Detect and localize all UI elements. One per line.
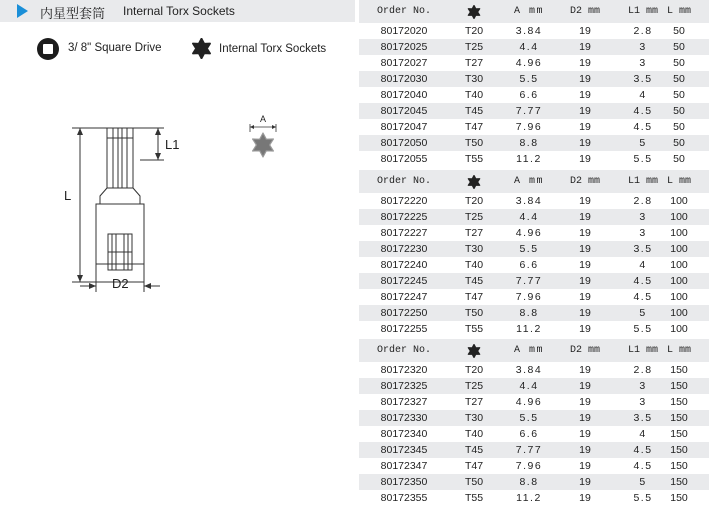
table-row: [359, 151, 709, 167]
table-row: [359, 87, 709, 103]
cell-l1-mm: 4.5: [633, 121, 653, 133]
table-row: [359, 378, 709, 394]
cell-torx-size: T45: [464, 105, 484, 117]
cell-d2-mm: 19: [579, 428, 591, 440]
cell-order-no: 80172355: [380, 492, 428, 504]
cell-l-mm: 50: [673, 25, 685, 37]
table-row: [359, 321, 709, 337]
table-row: [359, 426, 709, 442]
cell-a-mm: 4.96: [515, 227, 543, 239]
table-row: [359, 225, 709, 241]
cell-torx-size: T47: [464, 291, 484, 303]
cell-l1-mm: 4.5: [633, 444, 653, 456]
torx-star-icon: [191, 38, 212, 59]
cell-torx-size: T55: [464, 153, 484, 165]
cell-l-mm: 150: [670, 428, 688, 440]
cell-torx-size: T27: [464, 396, 484, 408]
table-row: [359, 193, 709, 209]
cell-d2-mm: 19: [579, 259, 591, 271]
table-header: [359, 339, 709, 362]
header-order-no: Order No.: [376, 345, 431, 356]
cell-l-mm: 150: [670, 412, 688, 424]
cell-l1-mm: 4.5: [633, 460, 653, 472]
title-bar: [0, 0, 355, 22]
cell-l1-mm: 4.5: [633, 105, 653, 117]
cell-l1-mm: 4: [639, 428, 647, 440]
cell-d2-mm: 19: [579, 275, 591, 287]
cell-d2-mm: 19: [579, 57, 591, 69]
table-row: [359, 458, 709, 474]
cell-l-mm: 150: [670, 460, 688, 472]
cell-order-no: 80172230: [380, 243, 428, 255]
cell-a-mm: 7.77: [515, 275, 543, 287]
header-a-mm: A mm: [513, 176, 544, 187]
cell-order-no: 80172220: [380, 195, 428, 207]
cell-a-mm: 3.84: [515, 195, 543, 207]
cell-l-mm: 100: [670, 259, 688, 271]
cell-order-no: 80172340: [380, 428, 428, 440]
cell-l-mm: 50: [673, 89, 685, 101]
cell-torx-size: T25: [464, 41, 484, 53]
cell-l1-mm: 3: [639, 41, 647, 53]
cell-torx-size: T50: [464, 307, 484, 319]
torx-legend-label: Internal Torx Sockets: [219, 43, 327, 55]
cell-order-no: 80172027: [380, 57, 428, 69]
cell-order-no: 80172020: [380, 25, 428, 37]
cell-order-no: 80172040: [380, 89, 428, 101]
cell-a-mm: 4.4: [519, 211, 539, 223]
cell-torx-size: T55: [464, 323, 484, 335]
title-english: Internal Torx Sockets: [123, 4, 235, 18]
cell-order-no: 80172227: [380, 227, 428, 239]
dimension-label-A: A: [260, 114, 267, 124]
spec-table-150: [359, 339, 709, 506]
table-row: [359, 442, 709, 458]
cell-l-mm: 100: [670, 323, 688, 335]
cell-l1-mm: 5: [639, 476, 647, 488]
cell-l-mm: 100: [670, 291, 688, 303]
cell-order-no: 80172345: [380, 444, 428, 456]
cell-torx-size: T45: [464, 444, 484, 456]
table-row: [359, 103, 709, 119]
cell-torx-size: T20: [464, 25, 484, 37]
cell-order-no: 80172247: [380, 291, 428, 303]
cell-a-mm: 7.96: [515, 460, 543, 472]
cell-order-no: 80172245: [380, 275, 428, 287]
cell-order-no: 80172225: [380, 211, 428, 223]
table-row: [359, 362, 709, 378]
cell-d2-mm: 19: [579, 105, 591, 117]
cell-a-mm: 8.8: [519, 307, 539, 319]
cell-a-mm: 6.6: [519, 259, 539, 271]
cell-order-no: 80172055: [380, 153, 428, 165]
cell-d2-mm: 19: [579, 364, 591, 376]
table-row: [359, 241, 709, 257]
header-l-mm: L mm: [666, 6, 691, 17]
cell-d2-mm: 19: [579, 396, 591, 408]
header-l1-mm: L1 mm: [627, 176, 658, 187]
header-d2-mm: D2 mm: [569, 345, 600, 356]
cell-l-mm: 100: [670, 243, 688, 255]
table-row: [359, 39, 709, 55]
cell-d2-mm: 19: [579, 412, 591, 424]
play-arrow-icon: [17, 4, 28, 18]
cell-a-mm: 5.5: [519, 73, 539, 85]
cell-l1-mm: 3.5: [633, 243, 653, 255]
cell-l1-mm: 2.8: [633, 364, 653, 376]
table-row: [359, 273, 709, 289]
cell-d2-mm: 19: [579, 137, 591, 149]
cell-torx-size: T50: [464, 476, 484, 488]
cell-torx-size: T25: [464, 380, 484, 392]
square-drive-icon: [37, 38, 59, 60]
cell-l1-mm: 2.8: [633, 195, 653, 207]
cell-l1-mm: 3: [639, 211, 647, 223]
cell-l-mm: 100: [670, 307, 688, 319]
cell-l-mm: 150: [670, 380, 688, 392]
cell-l1-mm: 3.5: [633, 412, 653, 424]
cell-d2-mm: 19: [579, 243, 591, 255]
dimension-label-L: L: [64, 188, 72, 203]
cell-a-mm: 4.96: [515, 396, 543, 408]
table-row: [359, 257, 709, 273]
cell-order-no: 80172030: [380, 73, 428, 85]
cell-a-mm: 5.5: [519, 243, 539, 255]
cell-l-mm: 50: [673, 57, 685, 69]
cell-d2-mm: 19: [579, 73, 591, 85]
cell-a-mm: 6.6: [519, 89, 539, 101]
cell-l1-mm: 3.5: [633, 73, 653, 85]
cell-l1-mm: 3: [639, 396, 647, 408]
cell-a-mm: 4.4: [519, 41, 539, 53]
table-header: [359, 170, 709, 193]
cell-l-mm: 150: [670, 476, 688, 488]
cell-l1-mm: 4.5: [633, 291, 653, 303]
cell-torx-size: T47: [464, 460, 484, 472]
spec-table-50: [359, 0, 709, 167]
cell-a-mm: 7.77: [515, 105, 543, 117]
header-a-mm: A mm: [513, 345, 544, 356]
cell-l-mm: 50: [673, 105, 685, 117]
cell-a-mm: 4.96: [515, 57, 543, 69]
torx-column-icon: [453, 339, 495, 362]
dimension-label-L1: L1: [165, 137, 180, 152]
table-row: [359, 410, 709, 426]
table-row: [359, 490, 709, 506]
cell-order-no: 80172045: [380, 105, 428, 117]
cell-l1-mm: 5: [639, 307, 647, 319]
cell-a-mm: 3.84: [515, 364, 543, 376]
header-l-mm: L mm: [666, 345, 691, 356]
header-a-mm: A mm: [513, 6, 544, 17]
cell-torx-size: T20: [464, 364, 484, 376]
cell-torx-size: T30: [464, 73, 484, 85]
header-d2-mm: D2 mm: [569, 6, 600, 17]
cell-l-mm: 50: [673, 137, 685, 149]
cell-l1-mm: 5.5: [633, 323, 653, 335]
header-order-no: Order No.: [376, 6, 431, 17]
cell-d2-mm: 19: [579, 444, 591, 456]
cell-torx-size: T25: [464, 211, 484, 223]
cell-d2-mm: 19: [579, 121, 591, 133]
cell-d2-mm: 19: [579, 211, 591, 223]
cell-l-mm: 150: [670, 364, 688, 376]
cell-d2-mm: 19: [579, 380, 591, 392]
cell-a-mm: 7.96: [515, 121, 543, 133]
cell-order-no: 80172240: [380, 259, 428, 271]
cell-order-no: 80172347: [380, 460, 428, 472]
cell-l-mm: 100: [670, 211, 688, 223]
cell-l1-mm: 3: [639, 380, 647, 392]
torx-head-detail: [244, 110, 284, 160]
header-order-no: Order No.: [376, 176, 431, 187]
table-row: [359, 135, 709, 151]
cell-l1-mm: 3: [639, 57, 647, 69]
cell-l1-mm: 5.5: [633, 153, 653, 165]
header-l1-mm: L1 mm: [627, 6, 658, 17]
table-row: [359, 119, 709, 135]
cell-torx-size: T20: [464, 195, 484, 207]
cell-l-mm: 100: [670, 275, 688, 287]
torx-column-icon: [453, 0, 495, 23]
cell-d2-mm: 19: [579, 227, 591, 239]
cell-a-mm: 7.77: [515, 444, 543, 456]
spec-table-100: [359, 170, 709, 337]
cell-order-no: 80172327: [380, 396, 428, 408]
cell-torx-size: T50: [464, 137, 484, 149]
cell-d2-mm: 19: [579, 153, 591, 165]
socket-technical-drawing: [60, 120, 210, 300]
cell-torx-size: T40: [464, 428, 484, 440]
cell-l-mm: 100: [670, 227, 688, 239]
cell-torx-size: T55: [464, 492, 484, 504]
cell-l1-mm: 4.5: [633, 275, 653, 287]
cell-l-mm: 50: [673, 73, 685, 85]
cell-a-mm: 11.2: [516, 492, 542, 504]
table-header: [359, 0, 709, 23]
cell-torx-size: T47: [464, 121, 484, 133]
cell-order-no: 80172250: [380, 307, 428, 319]
table-row: [359, 23, 709, 39]
table-row: [359, 305, 709, 321]
cell-a-mm: 6.6: [519, 428, 539, 440]
cell-l1-mm: 2.8: [633, 25, 653, 37]
cell-l-mm: 150: [670, 444, 688, 456]
cell-a-mm: 7.96: [515, 291, 543, 303]
cell-d2-mm: 19: [579, 195, 591, 207]
cell-a-mm: 11.2: [516, 153, 542, 165]
cell-torx-size: T30: [464, 243, 484, 255]
cell-order-no: 80172255: [380, 323, 428, 335]
cell-d2-mm: 19: [579, 25, 591, 37]
drive-label: 3/ 8" Square Drive: [68, 42, 162, 54]
header-l1-mm: L1 mm: [627, 345, 658, 356]
cell-a-mm: 4.4: [519, 380, 539, 392]
cell-d2-mm: 19: [579, 323, 591, 335]
dimension-label-D2: D2: [112, 276, 129, 291]
cell-torx-size: T40: [464, 259, 484, 271]
torx-column-icon: [453, 170, 495, 193]
cell-l1-mm: 4: [639, 259, 647, 271]
cell-l-mm: 50: [673, 41, 685, 53]
cell-l1-mm: 3: [639, 227, 647, 239]
cell-torx-size: T27: [464, 57, 484, 69]
table-row: [359, 71, 709, 87]
cell-a-mm: 5.5: [519, 412, 539, 424]
cell-d2-mm: 19: [579, 291, 591, 303]
header-d2-mm: D2 mm: [569, 176, 600, 187]
cell-l1-mm: 5: [639, 137, 647, 149]
cell-torx-size: T30: [464, 412, 484, 424]
cell-d2-mm: 19: [579, 89, 591, 101]
cell-torx-size: T40: [464, 89, 484, 101]
table-row: [359, 289, 709, 305]
header-l-mm: L mm: [666, 176, 691, 187]
cell-a-mm: 3.84: [515, 25, 543, 37]
cell-l-mm: 150: [670, 492, 688, 504]
table-row: [359, 394, 709, 410]
cell-d2-mm: 19: [579, 307, 591, 319]
cell-order-no: 80172047: [380, 121, 428, 133]
cell-d2-mm: 19: [579, 460, 591, 472]
cell-l1-mm: 4: [639, 89, 647, 101]
cell-l-mm: 50: [673, 153, 685, 165]
cell-order-no: 80172050: [380, 137, 428, 149]
table-row: [359, 209, 709, 225]
title-chinese: 内星型套筒: [40, 6, 106, 21]
spec-tables: [359, 0, 709, 509]
cell-l-mm: 150: [670, 396, 688, 408]
cell-a-mm: 11.2: [516, 323, 542, 335]
cell-order-no: 80172330: [380, 412, 428, 424]
cell-order-no: 80172325: [380, 380, 428, 392]
cell-torx-size: T27: [464, 227, 484, 239]
table-row: [359, 55, 709, 71]
table-row: [359, 474, 709, 490]
cell-l1-mm: 5.5: [633, 492, 653, 504]
cell-a-mm: 8.8: [519, 476, 539, 488]
cell-order-no: 80172350: [380, 476, 428, 488]
cell-l-mm: 100: [670, 195, 688, 207]
cell-d2-mm: 19: [579, 41, 591, 53]
cell-d2-mm: 19: [579, 476, 591, 488]
cell-l-mm: 50: [673, 121, 685, 133]
cell-a-mm: 8.8: [519, 137, 539, 149]
cell-order-no: 80172320: [380, 364, 428, 376]
cell-d2-mm: 19: [579, 492, 591, 504]
cell-torx-size: T45: [464, 275, 484, 287]
cell-order-no: 80172025: [380, 41, 428, 53]
